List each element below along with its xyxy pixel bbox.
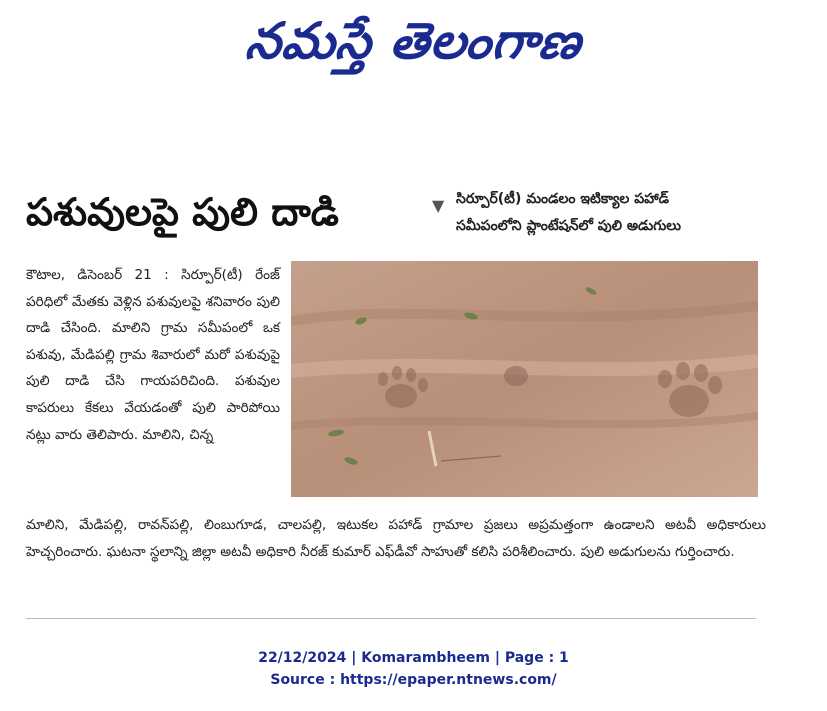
masthead bbox=[0, 6, 827, 76]
page-footer bbox=[0, 647, 827, 691]
photo-illustration bbox=[291, 261, 758, 497]
subheadline-line-1: సిర్పూర్(టీ) మండలం ఇటిక్యాల పహాడ్ bbox=[456, 191, 669, 207]
footer-edition-info: 22/12/2024 | Komarambheem | Page : 1 bbox=[258, 650, 569, 666]
article-headline: పశువులపై పులి దాడి bbox=[26, 190, 339, 234]
arrow-down-icon: ▼ bbox=[432, 196, 445, 215]
body-paragraph-full: మాలిని, మేడిపల్లి, రావన్‌పల్లి, లింబుగూడ, చాలపల్లి, ఇటుకల పహాడ్ గ్రామాల ప్రజలు అప్రమత్తంగా ఉండాలని అటవీ అధికారులు హెచ్చరించారు. ఘటనా స్థలాన్ని జిల్లా అటవీ అధికారి నీరజ్ కుమార్ ఎఫ్‌డీవో సాహుతో కలిసి పరిశీలించారు. పులి అడుగులను గుర్తించారు. bbox=[26, 517, 766, 560]
subheadline-line-2: సమీపంలోని ప్లాంటేషన్‌లో పులి అడుగులు bbox=[456, 218, 682, 234]
article-subheadline bbox=[432, 186, 772, 240]
body-paragraph-column: కౌటాల, డిసెంబర్ 21 : సిర్పూర్(టీ) రేంజ్ పరిధిలో మేతకు వెళ్లిన పశువులపై శనివారం పులి దాడి చేసింది. మాలిని గ్రామ సమీపంలో ఒక పశువు, మేడిపల్లి గ్రామ శివారులో మరో పశువుపై పులి దాడి చేసి గాయపరిచింది. పశువుల కాపరులు కేకలు వేయడంతో పులి పారిపోయి నట్లు వారు తెలిపారు. మాలిని, చిన్న bbox=[26, 267, 280, 443]
footer-divider bbox=[26, 618, 756, 619]
tiger-pugmark-photo bbox=[291, 261, 758, 497]
article-body-full-width bbox=[26, 512, 766, 565]
article-body-column bbox=[26, 262, 280, 448]
footer-source-link[interactable]: Source : https://epaper.ntnews.com/ bbox=[270, 672, 557, 688]
newspaper-logo: నమస్తే తెలంగాణ bbox=[242, 12, 585, 70]
